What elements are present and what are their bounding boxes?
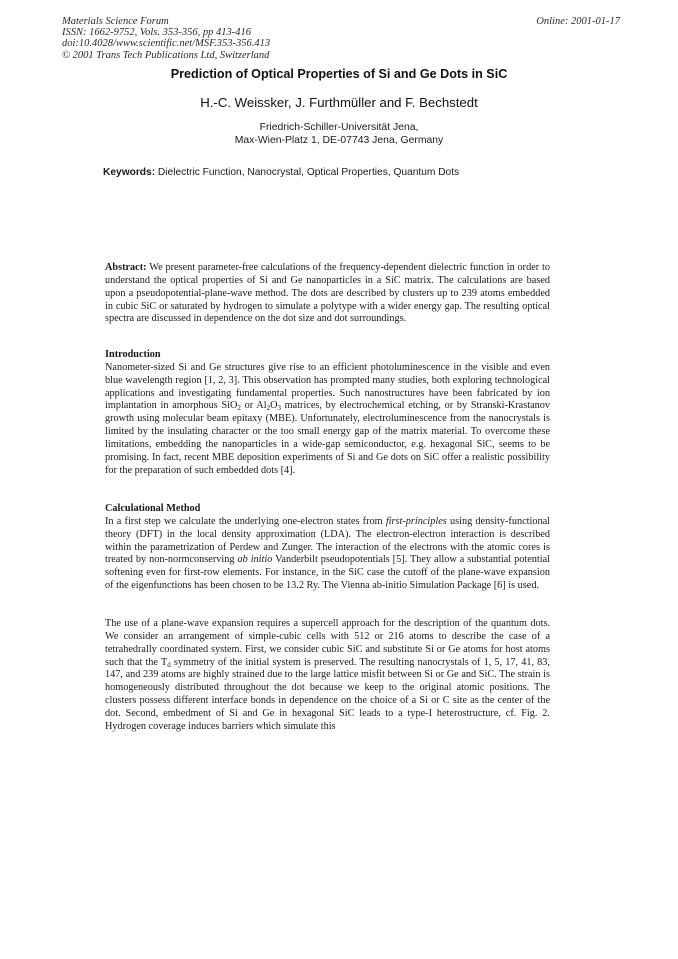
intro-text-3: O [270,400,278,412]
affiliation-line-2: Max-Wien-Platz 1, DE-07743 Jena, Germany [234,135,444,146]
intro-sub-2: 2 [266,404,271,413]
method-text-2a: The use of a plane-wave expansion requires a supercell approach for the description of the quantum dots. We consider an arrangement of simple-cubic cells with 512 or 216 atoms to describe the case of a tetrahedrally coordinated system. First, we consider cubic SiC and substitute Si or Ge atoms for host atoms such that the T [105,618,550,668]
intro-sub-3: 3 [277,404,281,413]
method-text-1c: using density-functional theory (DFT) in the local density approximation (LDA). The electron-electron interaction is described within the parametrization of Perdew and Zunger. The interaction of the electrons with the atomic cores is treated by non-normconserving [105,515,550,566]
intro-sub-1: 2 [237,404,241,413]
journal-metadata [62,16,442,61]
affiliation-line-1: Friedrich-Schiller-Universität Jena, [259,122,419,133]
affiliation [0,121,678,147]
issn-line: ISSN: 1662-9752, Vols. 353-356, pp 413-416 [62,27,251,39]
keywords-text: Dielectric Function, Nanocrystal, Optical Properties, Quantum Dots [155,167,460,178]
abstract [105,262,550,326]
method-paragraph-2 [105,618,550,734]
journal-name: Materials Science Forum [62,16,169,27]
intro-text-1: Nanometer-sized Si and Ge structures give rise to an efficient photoluminescence in the visible and even blue wavelength region [1, 2, 3]. This observation has prompted many studies, both exploring technological applications and investigating fundamental properties. Such nanostructures have been fabricated by ion implantation in amorphous SiO [105,361,550,412]
doi-line: doi:10.4028/www.scientific.net/MSF.353-356.413 [62,38,271,50]
paper-title: Prediction of Optical Properties of Si and Ge Dots in SiC [170,67,508,81]
method-section [105,503,550,593]
method-text-1d: ab initio [237,554,273,566]
abstract-label: Abstract: [105,262,147,273]
method-heading: Calculational Method [105,503,201,514]
method-text-1e: Vanderbilt pseudopotentials [5]. They allow a substantial potential softening even for first-row elements. For instance, in the SiC case the cutoff of the plane-wave expansion of the eigenfunctions has been chosen to be 13.2 Ry. The Vienna ab-initio Simulation Package [6] is used. [105,554,550,592]
keywords [103,167,603,178]
online-date: Online: 2001-01-17 [536,16,620,27]
method-sub-d: d [167,660,171,669]
abstract-text: We present parameter-free calculations of the frequency-dependent dielectric function in order to understand the optical properties of Si and Ge nanoparticles in a SiC matrix. The calculations are based upon a pseudopotential-plane-wave method. The dots are described by clusters up to 239 atoms embedded in cubic SiC or saturated by hydrogen to simulate a polytype with a wider energy gap. The resulting optical spectra are discussed in dependence on the dot size and dot surroundings. [105,262,550,325]
method-text-1b: first-principles [385,515,447,527]
keywords-label: Keywords: [103,167,156,178]
intro-text-2: or Al [240,400,267,412]
author-list: H.-C. Weissker, J. Furthmüller and F. Bechstedt [200,95,478,110]
method-text-2b: symmetry of the initial system is preserved. The resulting nanocrystals of 1, 5, 17, 41, 83, 147, and 239 atoms are highly strained due to the large lattice misfit between Si or Ge and SiC. The strain is homogeneously distributed throughout the dot because we keep to the original atomic positions. The clusters possess different interface bonds in dependence on the choice of a Si or C site as the center of the dot. Second, embedment of Si and Ge in hexagonal SiC leads to a type-I heterostructure, cf. Fig. 2. Hydrogen coverage induces barriers which simulate this [105,656,550,732]
introduction-heading: Introduction [105,349,161,360]
method-text-1a: In a first step we calculate the underlying one-electron states from [105,515,386,527]
intro-text-4: matrices, by electrochemical etching, or by Stranski-Krastanov growth using molecular beam epitaxy (MBE). Unfortunately, electroluminescence from the nanocrystals is limited by the insulating character or the too small energy gap of the matrix material. To overcome these limitations, embedding the nanoparticles in a wide-gap semiconductor, e.g. hexagonal SiC, seems to be promising. In fact, recent MBE deposition experiments of Si and Ge dots on SiC offer a realistic possibility for the preparation of such embedded dots [4]. [105,400,550,476]
introduction-section [105,349,550,477]
copyright-line: © 2001 Trans Tech Publications Ltd, Switzerland [62,49,270,61]
